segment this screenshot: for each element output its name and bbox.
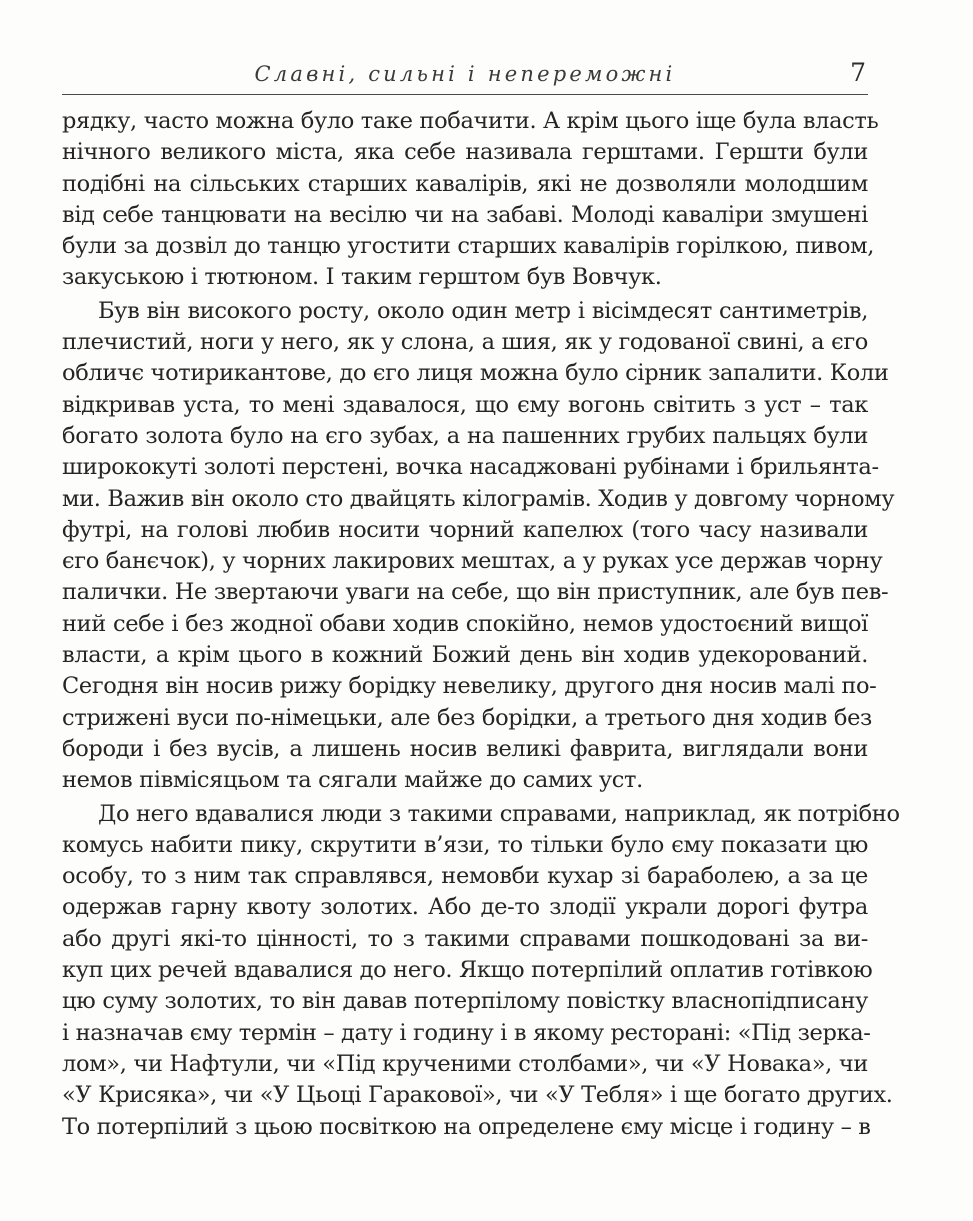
text-line: подібні на сільських старших кавалірів, які не дозволяли молодшим — [62, 170, 868, 197]
text-line: були за дозвіл до танцю угостити старших кавалірів горілкою, пивом, — [62, 233, 875, 260]
text-line: ширококуті золоті перстені, вочка насаджовані рубінами і брильянта- — [62, 454, 879, 481]
text-line: одержав гарну квоту золотих. Або де-то злодії украли дорогі футра — [62, 894, 868, 921]
text-line: куп цих речей вдавалися до него. Якщо потерпілий оплатив готівкою — [62, 957, 873, 984]
text-line: від себе танцювати на весілю чи на забаві. Молоді кавалiри змушені — [62, 201, 868, 228]
text-line: Сегодня він носив рижу борідку невелику, другого дня носив малі по- — [62, 673, 877, 700]
text-line: бороди і без вусів, а лишень носив великі фаврита, виглядали вони — [62, 735, 868, 762]
paragraph — [62, 799, 900, 1143]
text-line: футрі, на голові любив носити чорний капелюх (того часу називали — [62, 516, 868, 543]
body-text — [62, 106, 900, 1143]
text-line: «У Крисяка», чи «У Цьоці Гаракової», чи «У Тебля» і ще богато других. — [62, 1082, 893, 1109]
text-line: богато золота було на єго зубах, а на пашенних грубих пальцях були — [62, 422, 868, 449]
text-line: палички. Не звертаючи уваги на себе, що він приступник, але був пев- — [62, 579, 889, 606]
paragraph — [62, 106, 879, 294]
text-line: То потерпілий з цьою посвіткою на определене єму місце і годину – в — [62, 1113, 871, 1140]
text-line: нічного великого міста, яка себе називала герштами. Гершти були — [62, 139, 868, 166]
text-line: або другі які-то цінності, то з такими справами пошкодовані за ви- — [62, 925, 868, 952]
text-line: Був він високого росту, около один метр і вісімдесят сантиметрів, — [98, 297, 868, 324]
text-line: особу, то з ним так справлявся, немовби кухар зі бараболею, а за це — [62, 863, 868, 890]
text-line: цю суму золотих, то він давав потерпілому повістку власнопідписану — [62, 988, 868, 1015]
text-line: власти, а крім цього в кожний Божий день він ходив удекорований. — [62, 642, 868, 669]
text-line: рядку, часто можна було таке побачити. А крім цього іще була власть — [62, 108, 879, 134]
running-title: Славні, сильні і непереможні — [254, 62, 676, 86]
text-line: плечистий, ноги у него, як у слона, а шия, як у годованої свині, а єго — [62, 329, 868, 356]
text-line: обличє чотирикантове, до єго лиця можна було сірник запалити. Коли — [62, 360, 889, 387]
text-line: комусь набити пику, скрутити в’язи, то тільки було єму показати цю — [62, 831, 868, 858]
page-number: 7 — [850, 58, 866, 87]
text-line: ний себе і без жодної обави ходив спокійно, немов удостоєний вищої — [62, 610, 868, 637]
text-line: закуською і тютюном. І таким герштом був Вовчук. — [62, 264, 662, 291]
text-line: стрижені вуси по-німецьки, але без борідки, а третього дня ходив без — [62, 704, 872, 731]
text-line: і назначав єму термін – дату і годину і в якому ресторані: «Під зерка- — [62, 1019, 871, 1046]
text-line: До него вдавалися люди з такими справами, наприклад, як потрібно — [98, 800, 900, 827]
text-line: ми. Важив він около сто двайцять кілограмів. Ходив у довгому чорному — [62, 485, 895, 512]
text-line: єго банєчок), у чорних лакирових мештах, а у руках усе держав чорну — [62, 548, 883, 575]
text-line: немов півмісяцьом та сягали майже до самих уст. — [62, 767, 643, 794]
paragraph — [62, 296, 895, 797]
running-header — [62, 60, 868, 95]
text-line: відкривав уста, то мені здавалося, що єму вогонь світить з уст – так — [62, 391, 868, 418]
text-line: лом», чи Нафтули, чи «Під крученими столбами», чи «У Новака», чи — [62, 1050, 868, 1077]
